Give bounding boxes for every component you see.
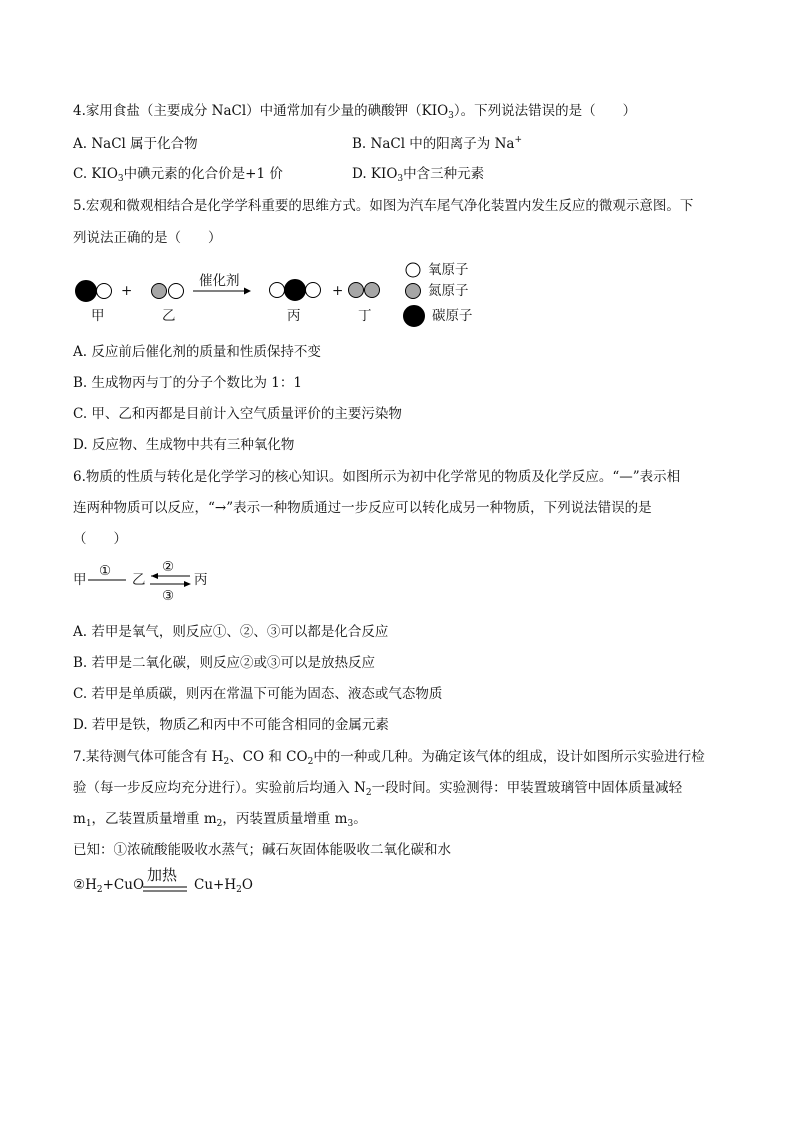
- substance-jia: 甲: [73, 572, 87, 588]
- q7-stem-line3: $m_1$，乙装置质量增重 $m_2$，丙装置质量增重 $m_3$。: [73, 811, 367, 829]
- q5-stem-line1: 5.宏观和微观相结合是化学学科重要的思维方式。如图为汽车尾气净化装置内发生反应的微观示意图。下: [73, 198, 694, 214]
- q5-stem-line2: 列说法正确的是（ ）: [73, 230, 222, 246]
- reaction-1-label: ①: [99, 563, 112, 579]
- label-bing: 丙: [287, 308, 301, 324]
- q4-option-d: D. $KIO_3$中含三种元素: [352, 166, 485, 184]
- q5-option-d: D. 反应物、生成物中共有三种氧化物: [73, 437, 295, 453]
- q6-stem-line1: 6.物质的性质与转化是化学学习的核心知识。如图所示为初中化学常见的物质及化学反应。“—”表示相: [73, 469, 681, 485]
- plus-sign: +: [332, 283, 344, 299]
- q6-stem-line3: （ ）: [73, 531, 127, 547]
- q6-option-a: A. 若甲是氧气，则反应①、②、③可以都是化合反应: [73, 624, 389, 640]
- substance-bing: 丙: [194, 572, 208, 588]
- q6-option-c: C. 若甲是单质碳，则丙在常温下可能为固态、液态或气态物质: [73, 686, 443, 702]
- q7-known: 已知：①浓硫酸能吸收水蒸气；碱石灰固体能吸收二氧化碳和水: [73, 842, 451, 858]
- reaction-3-label: ③: [162, 588, 175, 604]
- q7-stem-line2: 验（每一步反应均充分进行）。实验前后均通入 $N_2$一段时间。实验测得：甲装置玻璃管中固体质量减轻: [73, 780, 683, 798]
- q6-stem-line2: 连两种物质可以反应，“→”表示一种物质通过一步反应可以转化成另一种物质，下列说法错误的是: [73, 500, 652, 516]
- q4-option-c: C. $KIO_3$中碘元素的化合价是+1 价: [73, 166, 283, 184]
- q5-option-b: B. 生成物丙与丁的分子个数比为 1：1: [73, 375, 302, 391]
- q6-option-d: D. 若甲是铁，物质乙和丙中不可能含相同的金属元素: [73, 717, 389, 733]
- q7-equation-right: $Cu+H_2O$: [194, 877, 253, 895]
- q5-option-a: A. 反应前后催化剂的质量和性质保持不变: [73, 344, 321, 360]
- q7-equation-left: $②H_2+CuO$: [73, 877, 145, 895]
- catalyst-label: 催化剂: [199, 273, 240, 289]
- reaction-2-label: ②: [162, 559, 175, 575]
- q4-stem: 4.家用食盐（主要成分 NaCl）中通常加有少量的碘酸钾$(KIO_3)$。下列说法错误的是（ ）: [73, 103, 637, 121]
- q7-equation-condition: 加热: [147, 866, 178, 884]
- legend-oxygen-label: 氧原子: [428, 262, 469, 278]
- label-jia: 甲: [91, 308, 105, 324]
- q4-option-b: B. NaCl 中的阳离子为 Na+: [352, 135, 523, 152]
- label-yi: 乙: [162, 308, 176, 324]
- q6-option-b: B. 若甲是二氧化碳，则反应②或③可以是放热反应: [73, 655, 376, 671]
- plus-sign: +: [121, 283, 133, 299]
- label-ding: 丁: [358, 308, 372, 324]
- substance-yi: 乙: [132, 572, 146, 588]
- legend-carbon-label: 碳原子: [432, 308, 473, 324]
- q7-stem-line1: 7.某待测气体可能含有 $H_2$、CO 和 $CO_2$中的一种或几种。为确定该气体的组成，设计如图所示实验进行检: [73, 749, 705, 767]
- q4-option-a: A. NaCl 属于化合物: [73, 136, 198, 152]
- legend-nitrogen-label: 氮原子: [428, 283, 469, 299]
- q5-option-c: C. 甲、乙和丙都是目前计入空气质量评价的主要污染物: [73, 406, 402, 422]
